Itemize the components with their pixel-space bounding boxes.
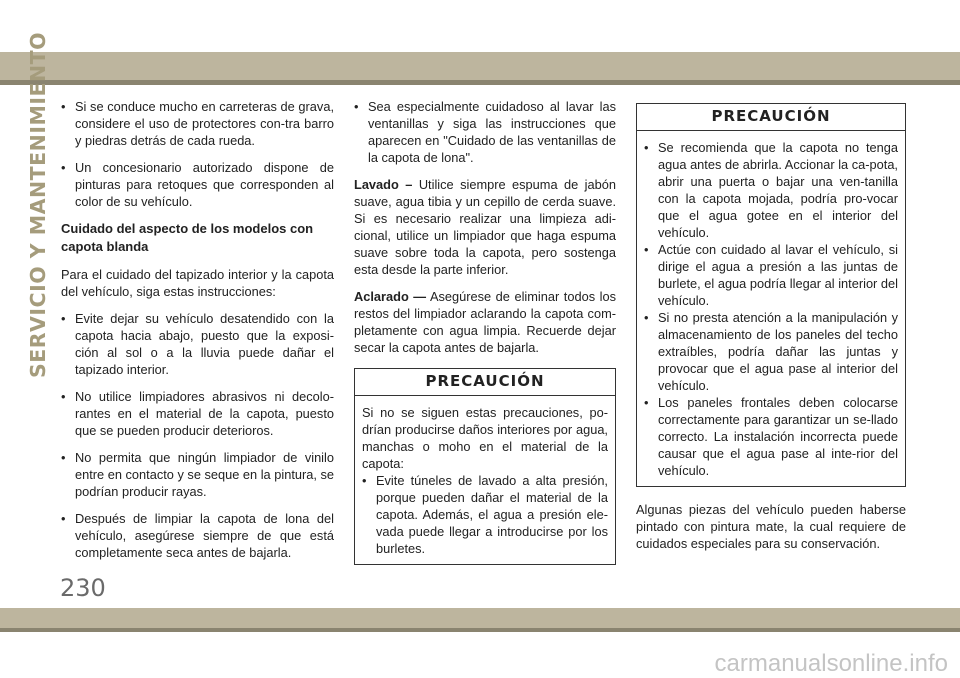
column-2 [354,98,616,565]
lavado-text: Utilice siempre espuma de jabón suave, agua tibia y un cepillo de cerda suave. Si es necesario realizar una limpieza adi-cional, utilice un limpiador que haga espuma suave sobre toda la capota, pero sostenga esta desde la parte inferior. [354,177,616,277]
top-band-line [0,80,960,85]
top-band [0,52,960,80]
list-item: • Se recomienda que la capota no tenga agua antes de abrirla. Accionar la ca-pota, abrir una puerta o bajar una ven-tanilla con la capota mojada, podría pro-vocar que el agua gotee en el interior del vehículo. [644,139,898,241]
caution-body [355,396,615,564]
section-title: SERVICIO Y MANTENIMIENTO [26,31,50,378]
list-item: • Los paneles frontales deben colocarse correctamente para garantizar un se-llado correcto. La instalación incorrecta puede causar que el agua pase al inte-rior del vehículo. [644,394,898,479]
caution-body [637,131,905,486]
list-item: • Evite túneles de lavado a alta presión, porque pueden dañar el material de la capota. Además, el agua a presión ele-vada puede llegar a introducirse por los burletes. [362,472,608,557]
outro-paragraph: Algunas piezas del vehículo pueden haberse pintado con pintura mate, la cual requiere de cuidados especiales para su conservación. [636,502,906,551]
watermark: carmanualsonline.info [714,650,948,677]
caution-title: PRECAUCIÓN [637,104,905,131]
section-heading: Cuidado del aspecto de los modelos con capota blanda [61,221,314,254]
caution-intro: Si no se siguen estas precauciones, po-drían producirse daños interiores por agua, manchas o moho en el material de la capota: [362,405,608,471]
list-item: • Evite dejar su vehículo desatendido con la capota hacia abajo, puesto que la exposi-ción al sol o a la lluvia puede dañar el tapizado interior. [61,310,334,378]
list-item: • Actúe con cuidado al lavar el vehículo, si dirige el agua a presión a las juntas de burlete, el agua podría llegar al interior del vehículo. [644,241,898,309]
aclarado-text: Asegúrese de eliminar todos los restos del limpiador aclarando la capota com-pletamente con agua limpia. Recuerde dejar secar la capota antes de bajarla. [354,289,616,355]
list-item: • Si no presta atención a la manipulación y almacenamiento de los paneles del techo extraíbles, podría dañar las juntas y provocar que el agua pase al interior del vehículo. [644,309,898,394]
list-item: • Después de limpiar la capota de lona del vehículo, asegúrese siempre de que está completamente seca antes de bajarla. [61,510,334,561]
caution-box [636,103,906,487]
bottom-band-line [0,628,960,632]
bottom-band [0,608,960,628]
page-number: 230 [60,574,106,602]
caution-box [354,368,616,565]
list-item: • No permita que ningún limpiador de vinilo entre en contacto y se seque en la pintura, se podrían producir rayas. [61,449,334,500]
list-item: • No utilice limpiadores abrasivos ni decolo-rantes en el material de la capota, puesto que se pueden producir deterioros. [61,388,334,439]
column-3 [636,103,906,562]
lavado-label: Lavado – [354,177,413,192]
list-item: • Un concesionario autorizado dispone de pinturas para retoques que corresponden al color de su vehículo. [61,159,334,210]
intro-paragraph: Para el cuidado del tapizado interior y la capota del vehículo, siga estas instrucciones: [61,267,334,299]
list-item: • Sea especialmente cuidadoso al lavar las ventanillas y siga las instrucciones que aparecen en "Cuidado de las ventanillas de la capota de lona". [354,98,616,166]
aclarado-paragraph [354,288,616,356]
list-item: • Si se conduce mucho en carreteras de grava, considere el uso de protectores con-tra barro y piedras detrás de cada rueda. [61,98,334,149]
caution-title: PRECAUCIÓN [355,369,615,396]
aclarado-label: Aclarado — [354,289,427,304]
lavado-paragraph [354,176,616,278]
column-1 [61,98,334,571]
